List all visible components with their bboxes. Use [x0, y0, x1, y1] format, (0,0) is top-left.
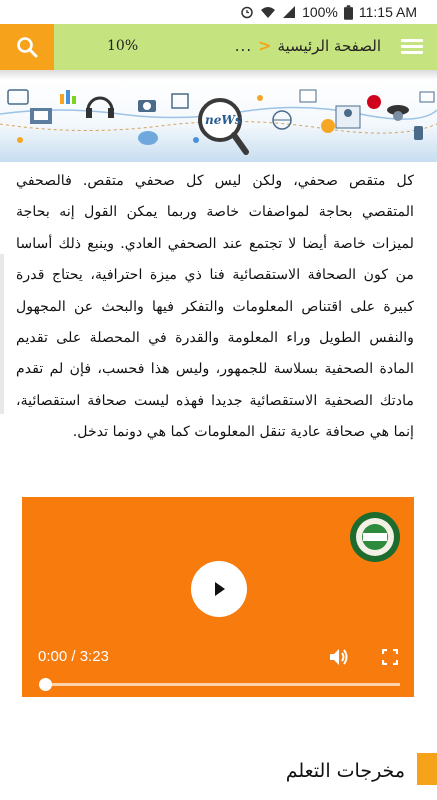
wifi-icon: [260, 5, 276, 19]
breadcrumb[interactable]: [235, 36, 381, 55]
search-button[interactable]: [0, 24, 54, 70]
breadcrumb-home[interactable]: الصفحة الرئيسية: [277, 36, 381, 55]
computer-icon: [30, 108, 52, 124]
menu-icon-bar: [401, 39, 423, 42]
signal-icon: [282, 5, 296, 19]
news-banner: [0, 80, 437, 162]
app-toolbar: [0, 24, 437, 70]
newspaper-icon: [300, 90, 316, 102]
video-player[interactable]: [22, 497, 414, 697]
clock-icon: [321, 119, 335, 133]
speech-bubble-icon: [138, 131, 158, 145]
section-accent-bar: [417, 753, 437, 785]
mail-icon: [420, 92, 434, 102]
battery-icon: [344, 5, 353, 20]
video-seek-track[interactable]: [44, 683, 400, 686]
banner-illustration: [0, 80, 437, 162]
section-title: مخرجات التعلم: [285, 760, 405, 782]
course-progress: 10%: [107, 38, 139, 54]
disc-icon: [367, 95, 381, 109]
institution-logo: [349, 511, 401, 563]
headphones-icon: [86, 98, 114, 118]
reader-icon: [336, 106, 360, 128]
article-paragraph: كل متقص صحفي، ولكن ليس كل صحفي متقص. فالصحفي المتقصي بحاجة لمواصفات خاصة وربما يمكن القول إنه بحاجة لميزات خاصة أيضا لا تجتمع عند الصحفي العادي. وينبع ذلك أساسا من كون الصحافة الاستقصائية فنا ذي ميزة احترافية، يحتاج قدرة كبيرة على اقتناص المعلومات والتفكر فيها والبحث عن المجهول والنفس الطويل وراء المعلومة والقدرة في المحصلة على تقديم المادة الصحفية بسلاسة للجمهور، وليس هذا فحسب، فإن لم تقدم مادتك الصحفية الاستقصائية جديدا فهذه ليست صحافة استقصائية، إنما هي صحافة عادية تنقل المعلومات كما هي دونما تدخل.: [16, 173, 414, 441]
camera-icon: [138, 100, 156, 112]
battery-percent: 100%: [302, 4, 338, 20]
volume-icon[interactable]: [328, 647, 350, 667]
chart-icon: [60, 90, 76, 104]
phone-icon: [414, 126, 423, 140]
breadcrumb-more[interactable]: ...: [234, 36, 253, 55]
chevron-left-icon: <: [258, 36, 272, 55]
globe-icon: [273, 111, 291, 129]
side-drawer-handle[interactable]: [0, 254, 4, 414]
alarm-icon: [240, 5, 254, 19]
toolbar-shadow: [0, 70, 437, 80]
menu-button[interactable]: [401, 36, 423, 58]
search-icon: [16, 36, 38, 58]
fullscreen-icon[interactable]: [382, 649, 398, 665]
tv-icon: [8, 90, 28, 104]
menu-icon-bar: [401, 45, 423, 48]
play-button[interactable]: [191, 561, 247, 617]
menu-icon-bar: [401, 51, 423, 54]
status-bar: [0, 0, 437, 24]
news-label: neWs: [205, 113, 242, 127]
video-time: 0:00 / 3:23: [38, 648, 109, 665]
clock: 11:15 AM: [358, 4, 417, 20]
video-seek-handle[interactable]: [39, 678, 52, 691]
photo-icon: [172, 94, 188, 108]
play-icon: [210, 580, 228, 598]
